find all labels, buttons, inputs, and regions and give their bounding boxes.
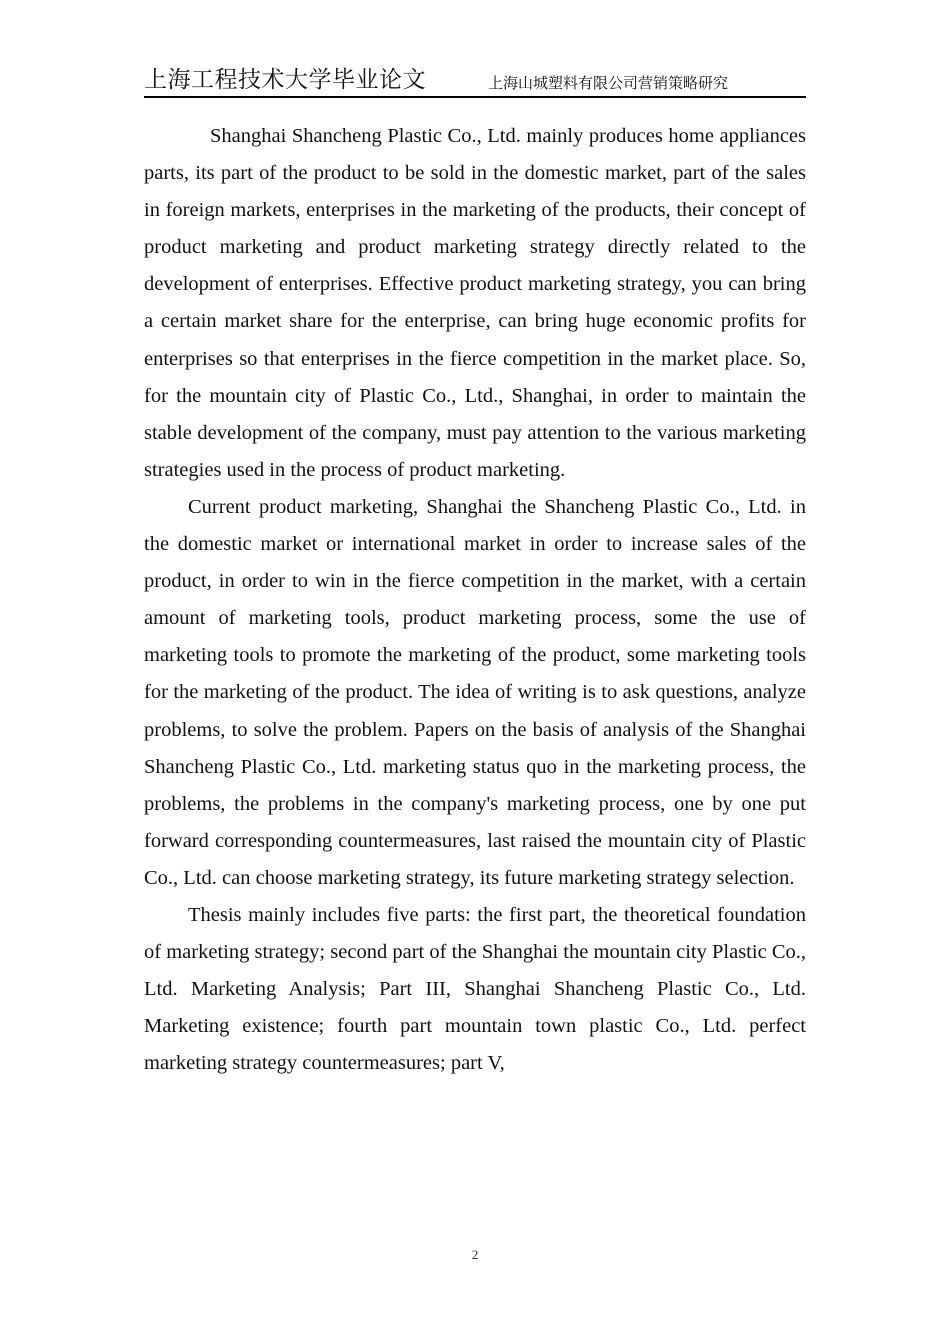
paragraph-3: Thesis mainly includes five parts: the first part, the theoretical foundation of marketing strategy; second part of the Shanghai the mountain city Plastic Co., Ltd. Marketing Analysis; Part III, Shanghai Shancheng Plastic Co., Ltd. Marketing existence; fourth part mountain town plastic Co., Ltd. perfect marketing strategy countermeasures; part V, xyxy=(144,903,806,1075)
paragraph-1: Shanghai Shancheng Plastic Co., Ltd. mainly produces home appliances parts, its part of the product to be sold in the domestic market, part of the sales in foreign markets, enterprises in the marketing of the products, their concept of product marketing and product marketing strategy directly related to the development of enterprises. Effective product marketing strategy, you can bring a certain market share for the enterprise, can bring huge economic profits for enterprises so that enterprises in the fierce competition in the market place. So, for the mountain city of Plastic Co., Ltd., Shanghai, in order to maintain the stable development of the company, must pay attention to the various marketing strategies used in the process of product marketing. xyxy=(144,125,806,481)
body-text xyxy=(144,118,806,1082)
page-header xyxy=(144,62,806,98)
page-number: 2 xyxy=(471,1247,479,1262)
thesis-header-subtitle: 上海山城塑料有限公司营销策略研究 xyxy=(488,74,729,92)
paragraph-2: Current product marketing, Shanghai the Shancheng Plastic Co., Ltd. in the domestic market or international market in order to increase sales of the product, in order to win in the fierce competition in the market, with a certain amount of marketing tools, product marketing process, some the use of marketing tools to promote the marketing of the product, some marketing tools for the marketing of the product. The idea of writing is to ask questions, analyze problems, to solve the problem. Papers on the basis of analysis of the Shanghai Shancheng Plastic Co., Ltd. marketing status quo in the marketing process, the problems, the problems in the company's marketing process, one by one put forward corresponding countermeasures, last raised the mountain city of Plastic Co., Ltd. can choose marketing strategy, its future marketing strategy selection. xyxy=(144,495,806,889)
thesis-header-title: 上海工程技术大学毕业论文 xyxy=(144,67,426,93)
